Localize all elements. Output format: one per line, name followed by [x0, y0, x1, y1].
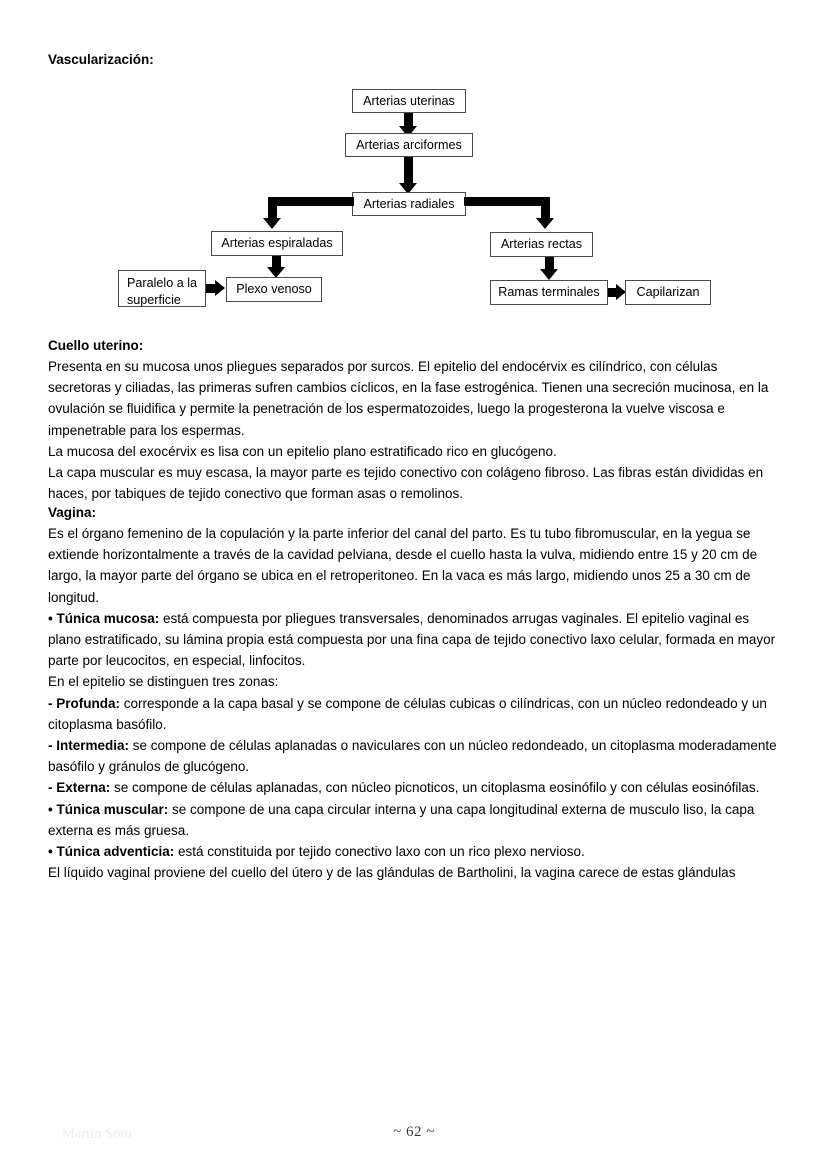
node-arterias-uterinas: Arterias uterinas — [352, 89, 466, 113]
node-arterias-arciformes: Arterias arciformes — [345, 133, 473, 157]
vagina-paragraph-intro: Es el órgano femenino de la copulación y la parte inferior del canal del parto. Es tu tubo fibromuscular, en la yegua se extiende horizontalmente a través de la cavidad pelviana, desde el cuello hasta la vulva, midiendo entre 15 y 20 cm de largo, la mayor parte del órgano se ubica en el retroperitoneo. En la vaca es más largo, midiendo unos 25 a 30 cm de longitud. — [48, 526, 758, 605]
node-capilarizan: Capilarizan — [625, 280, 711, 305]
node-ramas-terminales: Ramas terminales — [490, 280, 608, 305]
cuello-uterino-heading: Cuello uterino: — [48, 338, 144, 353]
arrow-shaft-radiales-right-vertical — [541, 197, 550, 219]
arrow-head-radiales-espiraladas — [263, 218, 281, 229]
arrow-head-radiales-rectas — [536, 218, 554, 229]
externa-label: - Externa: — [48, 780, 111, 796]
section-cuello-uterino — [48, 336, 782, 504]
node-arterias-radiales: Arterias radiales — [352, 192, 466, 216]
vagina-tunica-muscular — [48, 799, 782, 841]
vagina-zona-externa — [48, 777, 782, 798]
node-paralelo-line-1: Paralelo a la — [127, 276, 198, 290]
cuello-uterino-paragraph-1: Presenta en su mucosa unos pliegues separados por surcos. El epitelio del endocérvix es cilíndrico, con células secretoras y ciliadas, las primeras sufren cambios cíclicos, en la fase estrogénica. Tienen una secreción mucinosa, en la ovulación se fluidifica y permite la penetración de los espermatozoides, luego la progesterona la vuelve viscosa e impenetrable para los espermas. — [48, 359, 769, 438]
intermedia-text: se compone de células aplanadas o naviculares con un núcleo redondeado, un citoplasma moderadamente basófilo y gránulos de glucógeno. — [48, 738, 777, 775]
page-title: Vascularización: — [48, 52, 154, 67]
vagina-zonas-intro: En el epitelio se distinguen tres zonas: — [48, 674, 279, 690]
tunica-adventicia-text: está constituida por tejido conectivo laxo con un rico plexo nervioso. — [174, 844, 585, 860]
vagina-tunica-adventicia — [48, 841, 782, 862]
node-paralelo-a-la-superficie — [118, 270, 206, 307]
footer-author: Martin Soto — [62, 1126, 132, 1142]
tunica-muscular-text: se compone de una capa circular interna y una capa longitudinal externa de musculo liso, la capa externa es más gruesa. — [48, 801, 755, 838]
vagina-tunica-mucosa — [48, 608, 782, 672]
node-arterias-espiraladas: Arterias espiraladas — [211, 231, 343, 256]
vagina-heading: Vagina: — [48, 505, 97, 520]
intermedia-label: - Intermedia: — [48, 738, 130, 754]
vagina-paragraph-final: El líquido vaginal proviene del cuello del útero y de las glándulas de Bartholini, la vagina carece de estas glándulas — [48, 865, 736, 881]
arrow-head-rectas-ramas — [540, 269, 558, 280]
node-arterias-rectas: Arterias rectas — [490, 232, 593, 257]
profunda-label: - Profunda: — [48, 695, 120, 711]
tunica-adventicia-label: • Túnica adventicia: — [48, 844, 175, 860]
tunica-mucosa-label: • Túnica mucosa: — [48, 610, 160, 626]
node-plexo-venoso: Plexo venoso — [226, 277, 322, 302]
vagina-zona-intermedia — [48, 735, 782, 777]
arrow-head-paralelo-plexo — [215, 280, 225, 296]
arrow-shaft-radiales-left-vertical — [268, 197, 277, 219]
externa-text: se compone de células aplanadas, con núcleo picnoticos, un citoplasma eosinófilo y con células eosinófilas. — [110, 780, 760, 796]
vagina-zona-profunda — [48, 693, 782, 735]
footer-page-number: ~ 62 ~ — [393, 1124, 435, 1140]
arrow-shaft-uterinas-arciformes — [404, 113, 413, 127]
tunica-mucosa-text: está compuesta por pliegues transversales, denominados arrugas vaginales. El epitelio vaginal es plano estratificado, su lámina propia está compuesta por una fina capa de tejido conectivo laxo celular, formada en mayor parte por leucocitos, en especial, linfocitos. — [48, 610, 776, 669]
cuello-uterino-paragraph-2: La mucosa del exocérvix es lisa con un epitelio plano estratificado rico en glucógeno. — [48, 443, 557, 459]
section-vagina — [48, 503, 782, 883]
profunda-text: corresponde a la capa basal y se compone de células cubicas o cilíndricas, con un núcleo redondeado y un citoplasma basófilo. — [48, 695, 767, 732]
node-paralelo-line-2: superficie — [127, 292, 181, 307]
arrow-shaft-radiales-left-horizontal — [268, 197, 354, 206]
arrow-shaft-radiales-right-horizontal — [464, 197, 550, 206]
vascularization-flow-diagram — [0, 84, 828, 316]
arrow-shaft-arciformes-radiales — [404, 157, 413, 184]
cuello-uterino-paragraph-3: La capa muscular es muy escasa, la mayor parte es tejido conectivo con colágeno fibroso. Las fibras están divididas en haces, por tabiques de tejido conectivo que forman asas o remolinos. — [48, 465, 764, 502]
tunica-muscular-label: • Túnica muscular: — [48, 801, 169, 817]
